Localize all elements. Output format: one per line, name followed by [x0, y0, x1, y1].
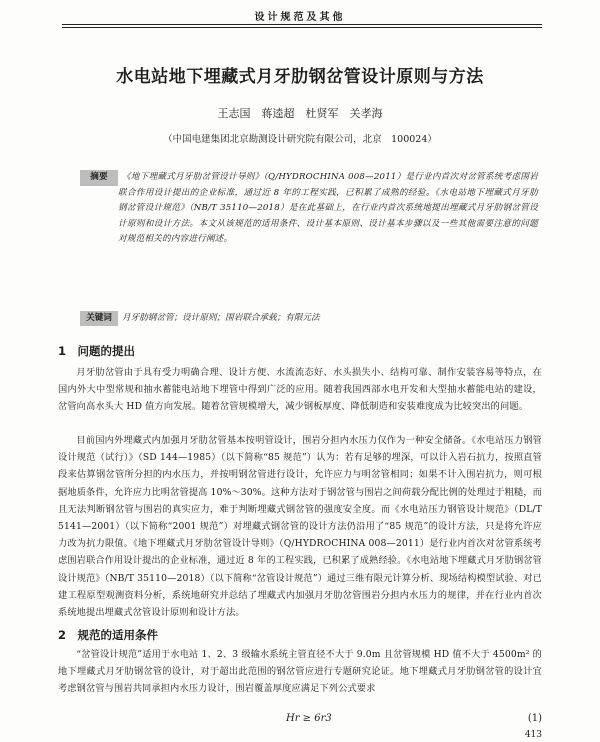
page-number: 413	[524, 730, 542, 740]
keywords-text: 月牙肋钢岔管；设计原则；围岩联合承载；有限元法	[122, 313, 320, 323]
section-1-heading: 1 问题的提出	[58, 344, 136, 358]
header-rule	[62, 24, 542, 28]
abstract-text: 《地下埋藏式月牙肋岔管设计导则》（Q/HYDROCHINA 008—2011）是行业内首次对岔管系统考虑围岩联合作用设计提出的企业标准，通过近 8 年的工程实践，已积累了成熟的经验。《水电站地下埋藏式月牙肋钢岔管设计规范》（NB/T 35110—2018）是在此基础上，在行业内首次系统地提出埋藏式月牙肋钢岔管设计原则和设计方法。本文从该规范的适用条件、设计基本原则、设计基本步骤以及一些其他需要注意的问题对规范相关的内容进行阐述。	[118, 172, 538, 245]
formula-expression: Hr ≥ 6r3	[286, 713, 332, 724]
authors: 王志国 蒋逵超 杜贤军 关孝海	[217, 107, 383, 120]
keywords	[86, 311, 538, 326]
paper-title: 水电站地下埋藏式月牙肋钢岔管设计原则与方法	[116, 67, 484, 87]
formula-number: (1)	[527, 713, 542, 724]
section-1-paragraph-2: 目前国内外埋藏式内加强月牙肋岔管基本按明管设计，围岩分担内水压力仅作为一种安全储备。《水电站压力钢管设计规范（试行）》（SD 144—1985）（以下简称“85 规范”）认为：若有足够的埋深，可以计入岩石抗力，按照直管段来估算钢岔管所分担的内水压力，并按明钢岔管进行设计，允许应力与明岔管相同；如果不计入围岩抗力，则可根据地质条件，允许应力比明岔管提高 10%～30%。这种方法对于钢岔管与围岩之间荷载分配比例的处理过于粗糙，而且无法判断钢岔管与围岩的真实应力，难于判断埋藏式钢岔管的强度安全度。而《水电站压力钢管设计规范》（DL/T 5141—2001）（以下简称“2001 规范”）对埋藏式钢岔管的设计方法仍沿用了“85 规范”的设计方法，只是将允许应力改为抗力限值。《地下埋藏式月牙肋岔管设计导则》（Q/HYDROCHINA 008—2011）是行业内首次对岔管系统考虑围岩联合作用设计提出的企业标准，通过近 8 年的工程实践，已积累了成熟经验。《水电站地下埋藏式月牙肋钢岔管设计规范》（NB/T 35110—2018）（以下简称“岔管设计规范”）通过三维有限元计算分析、现场结构模型试验、对已建工程原型观测资料分析，系统地研究并总结了埋藏式内加强月牙肋岔管围岩分担内水压力的规律，并在行业内首次系统地提出埋藏式岔管设计原则和设计方法。	[58, 435, 542, 619]
section-1-paragraph-1: 月牙肋岔管由于具有受力明确合理、设计方便、水流流态好、水头损失小、结构可靠、制作安装容易等特点，在国内外大中型常规和抽水蓄能电站地下埋管中得到广泛的应用。随着我国西部水电开发和大型抽水蓄能电站的建设，岔管向高水头大 HD 值方向发展。随着岔管规模增大，减少钢板厚度、降低制造和安装难度成为比较突出的问题。	[58, 367, 542, 413]
running-head: 设计规范及其他	[254, 12, 346, 23]
keywords-label: 关键词	[80, 311, 118, 326]
abstract	[90, 170, 538, 248]
abstract-label: 摘要	[80, 170, 118, 186]
section-2-paragraph-1: “岔管设计规范”适用于水电站 1、2、3 级输水系统主管直径不大于 9.0m 且岔管规模 HD 值不大于 4500m² 的地下埋藏式月牙肋钢岔管的设计，对于超出此范围的钢岔管应进行专题研究论证。地下埋藏式月牙肋钢岔管的设计宜考虑钢岔管与围岩共同承担内水压力设计，围岩覆盖厚度应满足下列公式要求	[58, 649, 542, 695]
affiliation: （中国电建集团北京勘测设计研究院有限公司，北京 100024）	[163, 134, 437, 145]
section-2-heading: 2 规范的适用条件	[58, 628, 159, 642]
